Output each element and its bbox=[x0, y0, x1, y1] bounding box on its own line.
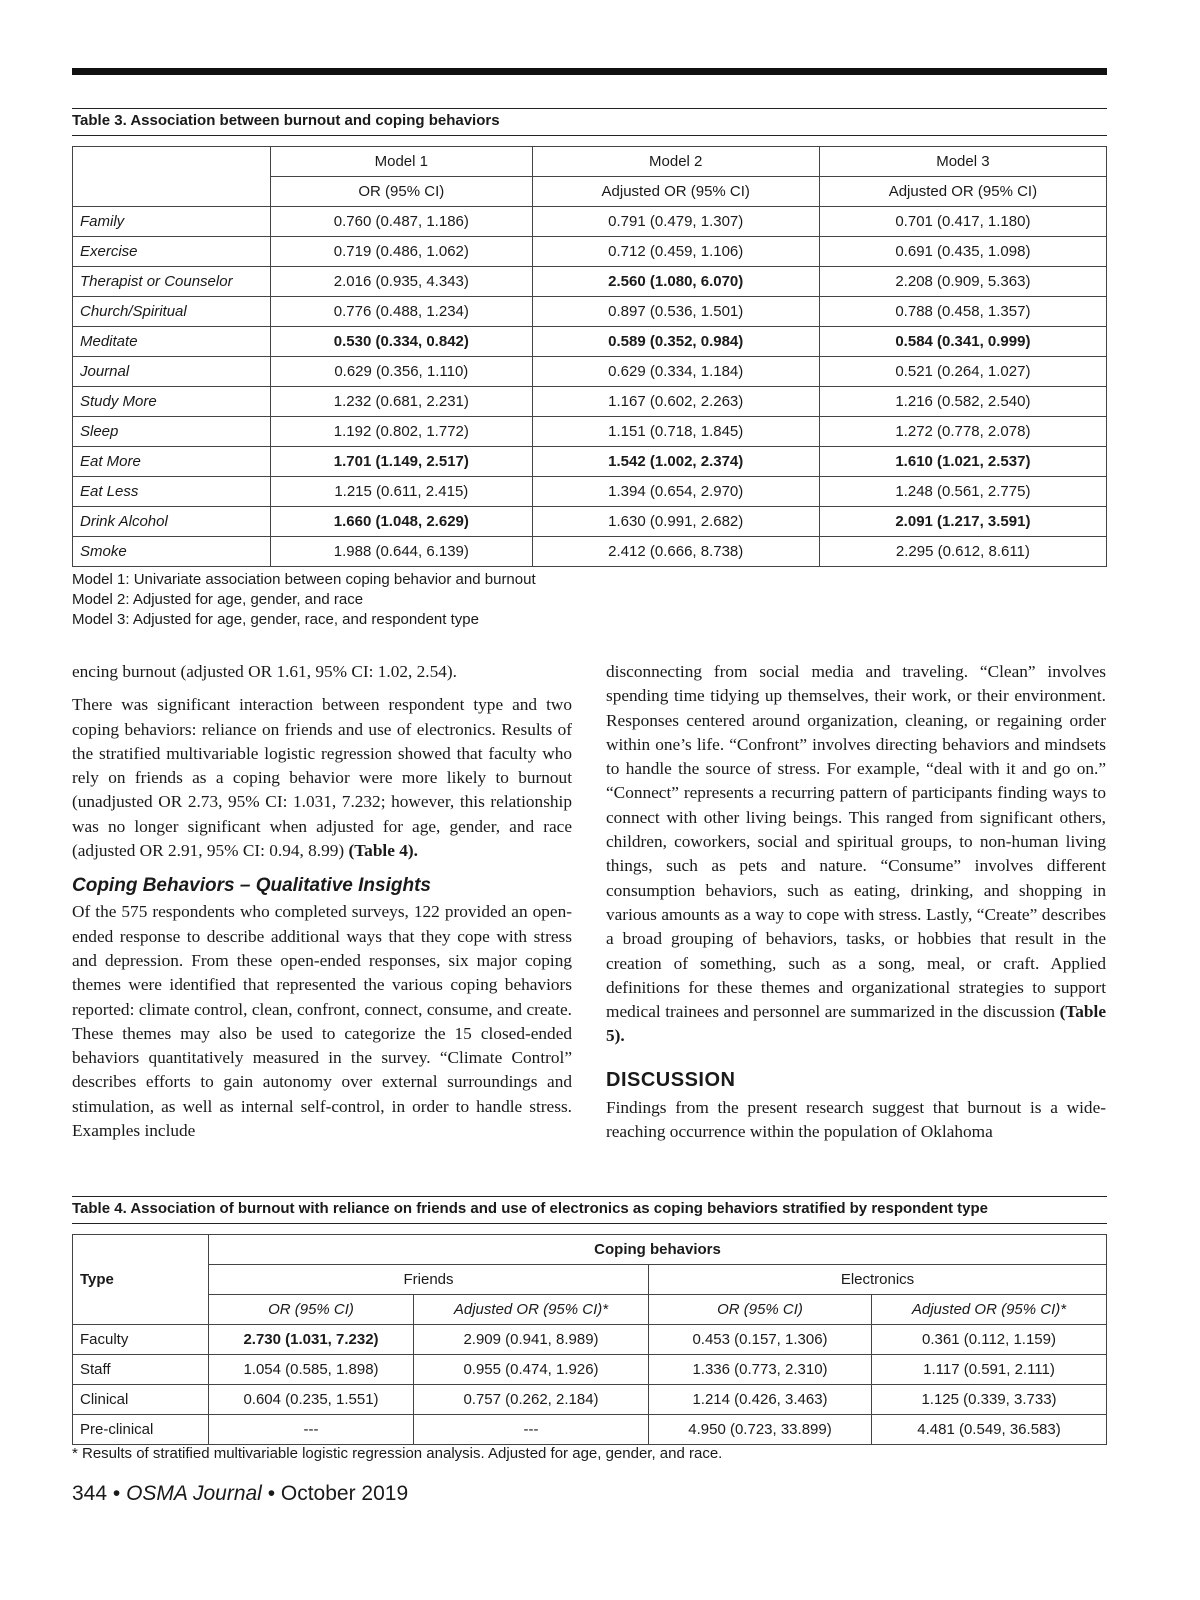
table-row bbox=[73, 207, 1107, 237]
table3-model2-head: Model 2 bbox=[532, 147, 819, 177]
table-reference: (Table 4). bbox=[348, 841, 418, 861]
row-label: Clinical bbox=[73, 1385, 209, 1415]
body-column-left bbox=[72, 660, 572, 1143]
cell-significant: 2.560 (1.080, 6.070) bbox=[532, 267, 819, 297]
cell: 1.248 (0.561, 2.775) bbox=[819, 477, 1106, 507]
cell-significant: 1.610 (1.021, 2.537) bbox=[819, 447, 1106, 477]
paragraph: Findings from the present research suggest that burnout is a wide-reaching occurrence within the population of Oklahoma bbox=[606, 1097, 1106, 1142]
issue-date: • October 2019 bbox=[267, 1482, 409, 1505]
cell: 4.950 (0.723, 33.899) bbox=[649, 1415, 872, 1445]
cell-significant: 2.091 (1.217, 3.591) bbox=[819, 507, 1106, 537]
body-column-right bbox=[606, 660, 1106, 1144]
top-rule bbox=[72, 68, 1107, 75]
cell: 2.208 (0.909, 5.363) bbox=[819, 267, 1106, 297]
row-label: Staff bbox=[73, 1355, 209, 1385]
cell-significant: 1.542 (1.002, 2.374) bbox=[532, 447, 819, 477]
table-row bbox=[73, 1415, 1107, 1445]
cell: 1.167 (0.602, 2.263) bbox=[532, 387, 819, 417]
table3 bbox=[72, 146, 1107, 567]
cell-significant: 1.701 (1.149, 2.517) bbox=[271, 447, 533, 477]
table3-subhead: OR (95% CI) bbox=[271, 177, 533, 207]
cell: 1.125 (0.339, 3.733) bbox=[872, 1385, 1107, 1415]
cell: 0.701 (0.417, 1.180) bbox=[819, 207, 1106, 237]
table-row bbox=[73, 357, 1107, 387]
row-label: Meditate bbox=[73, 327, 271, 357]
cell: 0.712 (0.459, 1.106) bbox=[532, 237, 819, 267]
page-footer bbox=[72, 1482, 408, 1506]
cell-significant: 0.589 (0.352, 0.984) bbox=[532, 327, 819, 357]
paragraph-text: disconnecting from social media and traveling. “Clean” involves spending time tidying up themselves, their work, or their environment. Responses centered around organization, cleaning, or regaining order within one’s life. “Confront” involves directing behaviors and mindsets to handle the source of stress. For example, “deal with it and go on.” “Connect” represents a recurring pattern of participants finding ways to connect with other living beings. This ranged from significant others, children, coworkers, social and spiritual groups, to non-human living things, such as pets and nature. “Consume” involves different consumption behaviors, such as eating, drinking, and shopping in various amounts as a way to cope with stress. Lastly, “Create” describes a broad grouping of behaviors, tasks, or hobbies that result in the creation of something, such as a song, meal, or craft. Applied definitions for these themes and organizational strategies to support medical trainees and personnel are summarized in the discussion bbox=[606, 662, 1106, 1022]
cell: 0.453 (0.157, 1.306) bbox=[649, 1325, 872, 1355]
cell: 0.760 (0.487, 1.186) bbox=[271, 207, 533, 237]
cell: 1.630 (0.991, 2.682) bbox=[532, 507, 819, 537]
row-label: Eat More bbox=[73, 447, 271, 477]
table4-header-row bbox=[73, 1265, 1107, 1295]
table-row bbox=[73, 417, 1107, 447]
cell: 1.151 (0.718, 1.845) bbox=[532, 417, 819, 447]
cell: --- bbox=[414, 1415, 649, 1445]
cell: 0.629 (0.356, 1.110) bbox=[271, 357, 533, 387]
cell-significant: 0.530 (0.334, 0.842) bbox=[271, 327, 533, 357]
cell: --- bbox=[209, 1415, 414, 1445]
page-number: 344 • bbox=[72, 1482, 121, 1505]
table4-subheader-row bbox=[73, 1295, 1107, 1325]
cell: 1.216 (0.582, 2.540) bbox=[819, 387, 1106, 417]
table4-subhead: Adjusted OR (95% CI)* bbox=[414, 1295, 649, 1325]
table-row bbox=[73, 1355, 1107, 1385]
table-row bbox=[73, 297, 1107, 327]
table-row bbox=[73, 237, 1107, 267]
table4-caption: Table 4. Association of burnout with reliance on friends and use of electronics as coping behaviors stratified by respondent type bbox=[72, 1196, 1107, 1224]
cell: 0.521 (0.264, 1.027) bbox=[819, 357, 1106, 387]
paragraph bbox=[606, 660, 1106, 1049]
table3-subhead: Adjusted OR (95% CI) bbox=[819, 177, 1106, 207]
cell: 2.295 (0.612, 8.611) bbox=[819, 537, 1106, 567]
table4-note: * Results of stratified multivariable logistic regression analysis. Adjusted for age, gender, and race. bbox=[72, 1445, 723, 1462]
cell: 2.016 (0.935, 4.343) bbox=[271, 267, 533, 297]
table-row bbox=[73, 267, 1107, 297]
cell: 1.394 (0.654, 2.970) bbox=[532, 477, 819, 507]
table4 bbox=[72, 1234, 1107, 1445]
cell: 2.909 (0.941, 8.989) bbox=[414, 1325, 649, 1355]
cell: 4.481 (0.549, 36.583) bbox=[872, 1415, 1107, 1445]
table4-subhead: OR (95% CI) bbox=[649, 1295, 872, 1325]
row-label: Smoke bbox=[73, 537, 271, 567]
table3-model3-head: Model 3 bbox=[819, 147, 1106, 177]
row-label: Church/Spiritual bbox=[73, 297, 271, 327]
cell-significant: 1.660 (1.048, 2.629) bbox=[271, 507, 533, 537]
table-row bbox=[73, 447, 1107, 477]
cell: 0.955 (0.474, 1.926) bbox=[414, 1355, 649, 1385]
table3-header-row bbox=[73, 147, 1107, 177]
table-row bbox=[73, 537, 1107, 567]
cell: 1.215 (0.611, 2.415) bbox=[271, 477, 533, 507]
row-label: Family bbox=[73, 207, 271, 237]
table3-notes bbox=[72, 570, 536, 630]
table3-caption: Table 3. Association between burnout and coping behaviors bbox=[72, 108, 1107, 136]
cell: 1.192 (0.802, 1.772) bbox=[271, 417, 533, 447]
cell-significant: 2.730 (1.031, 7.232) bbox=[209, 1325, 414, 1355]
row-label: Study More bbox=[73, 387, 271, 417]
table3-note: Model 3: Adjusted for age, gender, race, and respondent type bbox=[72, 611, 479, 628]
paragraph: encing burnout (adjusted OR 1.61, 95% CI: 1.02, 2.54). bbox=[72, 662, 457, 681]
table-row bbox=[73, 1325, 1107, 1355]
table4-subhead: OR (95% CI) bbox=[209, 1295, 414, 1325]
table-row bbox=[73, 327, 1107, 357]
row-label: Therapist or Counselor bbox=[73, 267, 271, 297]
table4-subhead: Adjusted OR (95% CI)* bbox=[872, 1295, 1107, 1325]
table4-electronics-head: Electronics bbox=[649, 1265, 1107, 1295]
row-label: Drink Alcohol bbox=[73, 507, 271, 537]
table-row bbox=[73, 507, 1107, 537]
cell: 2.412 (0.666, 8.738) bbox=[532, 537, 819, 567]
row-label: Journal bbox=[73, 357, 271, 387]
paragraph: Of the 575 respondents who completed surveys, 122 provided an open-ended response to describe additional ways that they cope with stress and depression. From these open-ended responses, six major coping themes were identified that represented the various coping behaviors reported: climate control, clean, confront, connect, consume, and create. These themes may also be used to categorize the 15 closed-ended behaviors quantitatively measured in the survey. “Climate Control” describes efforts to gain autonomy over external surroundings and stimulation, as well as internal self-control, in order to handle stress. Examples include bbox=[72, 902, 572, 1141]
row-label: Faculty bbox=[73, 1325, 209, 1355]
cell: 0.791 (0.479, 1.307) bbox=[532, 207, 819, 237]
table3-subhead: Adjusted OR (95% CI) bbox=[532, 177, 819, 207]
table3-model1-head: Model 1 bbox=[271, 147, 533, 177]
cell: 0.604 (0.235, 1.551) bbox=[209, 1385, 414, 1415]
table-row bbox=[73, 387, 1107, 417]
cell: 1.272 (0.778, 2.078) bbox=[819, 417, 1106, 447]
table4-type-head: Type bbox=[73, 1235, 209, 1325]
row-label: Eat Less bbox=[73, 477, 271, 507]
table3-corner bbox=[73, 147, 271, 207]
cell: 0.629 (0.334, 1.184) bbox=[532, 357, 819, 387]
journal-name: OSMA Journal bbox=[126, 1482, 262, 1505]
section-subheading: Coping Behaviors – Qualitative Insights bbox=[72, 875, 431, 897]
table4-friends-head: Friends bbox=[209, 1265, 649, 1295]
paragraph-text: There was significant interaction between respondent type and two coping behaviors: reliance on friends and use of electronics. Results of the stratified multivariable logistic regression showed that faculty who rely on friends as a coping behavior were more likely to burnout (unadjusted OR 2.73, 95% CI: 1.031, 7.232; however, this relationship was no longer significant when adjusted for age, gender, and race (adjusted OR 2.91, 95% CI: 0.94, 8.99) bbox=[72, 695, 572, 861]
cell: 0.719 (0.486, 1.062) bbox=[271, 237, 533, 267]
cell: 1.336 (0.773, 2.310) bbox=[649, 1355, 872, 1385]
cell: 1.232 (0.681, 2.231) bbox=[271, 387, 533, 417]
table-reference: (Table 5). bbox=[606, 1002, 1106, 1046]
cell: 0.361 (0.112, 1.159) bbox=[872, 1325, 1107, 1355]
table-row bbox=[73, 1385, 1107, 1415]
row-label: Sleep bbox=[73, 417, 271, 447]
cell: 1.988 (0.644, 6.139) bbox=[271, 537, 533, 567]
cell-significant: 0.584 (0.341, 0.999) bbox=[819, 327, 1106, 357]
cell: 0.757 (0.262, 2.184) bbox=[414, 1385, 649, 1415]
cell: 0.691 (0.435, 1.098) bbox=[819, 237, 1106, 267]
cell: 1.054 (0.585, 1.898) bbox=[209, 1355, 414, 1385]
table-row bbox=[73, 477, 1107, 507]
cell: 0.776 (0.488, 1.234) bbox=[271, 297, 533, 327]
row-label: Pre-clinical bbox=[73, 1415, 209, 1445]
table3-note: Model 1: Univariate association between coping behavior and burnout bbox=[72, 571, 536, 588]
section-heading: DISCUSSION bbox=[606, 1068, 736, 1091]
table4-group-head: Coping behaviors bbox=[209, 1235, 1107, 1265]
cell: 1.117 (0.591, 2.111) bbox=[872, 1355, 1107, 1385]
cell: 1.214 (0.426, 3.463) bbox=[649, 1385, 872, 1415]
paragraph bbox=[72, 693, 572, 863]
row-label: Exercise bbox=[73, 237, 271, 267]
table4-header-row bbox=[73, 1235, 1107, 1265]
cell: 0.788 (0.458, 1.357) bbox=[819, 297, 1106, 327]
cell: 0.897 (0.536, 1.501) bbox=[532, 297, 819, 327]
table3-note: Model 2: Adjusted for age, gender, and race bbox=[72, 591, 364, 608]
